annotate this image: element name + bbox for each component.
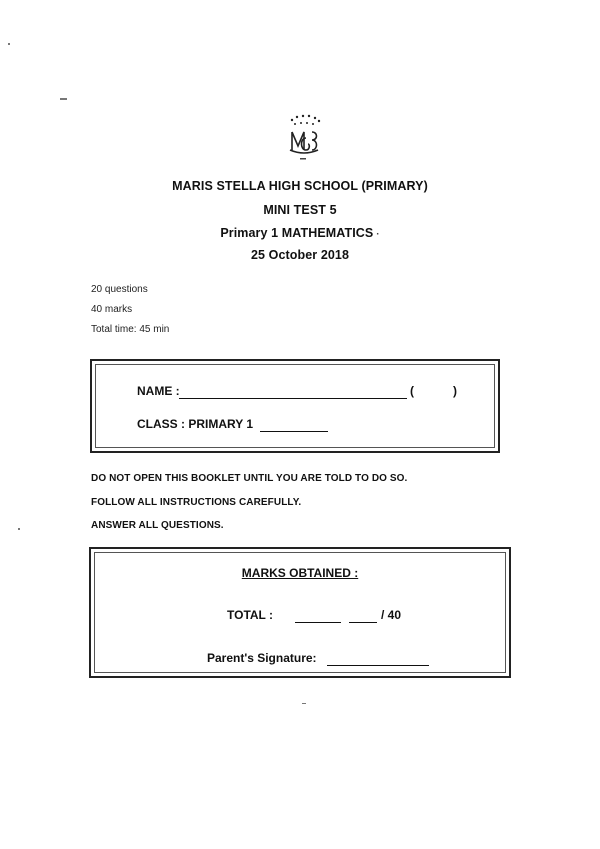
- name-field[interactable]: [179, 398, 407, 399]
- marks-obtained-title: MARKS OBTAINED :: [241, 566, 359, 580]
- student-details-inner-border: [95, 364, 495, 448]
- scan-speck: [8, 43, 10, 45]
- parent-signature-field[interactable]: [327, 665, 429, 666]
- scan-speck: [302, 703, 306, 704]
- stray-mark: ·: [373, 229, 380, 240]
- index-paren-close: ): [453, 384, 457, 398]
- instruction-line: DO NOT OPEN THIS BOOKLET UNTIL YOU ARE TOLD TO DO SO.: [91, 473, 408, 484]
- student-details-box: [90, 359, 500, 453]
- school-name: MARIS STELLA HIGH SCHOOL (PRIMARY): [172, 179, 428, 193]
- index-paren-open: (: [410, 384, 414, 398]
- school-crest-icon: [284, 112, 324, 162]
- name-label: NAME :: [137, 384, 180, 398]
- total-score-field[interactable]: [295, 622, 341, 623]
- class-label: CLASS : PRIMARY 1: [137, 417, 254, 431]
- total-label: TOTAL :: [227, 608, 273, 622]
- marks-obtained-box: [89, 547, 511, 678]
- subject-title: [0, 226, 600, 240]
- question-count: 20 questions: [91, 284, 148, 295]
- parent-signature-label: Parent's Signature:: [207, 651, 317, 665]
- total-score-field-2[interactable]: [349, 622, 377, 623]
- test-title: MINI TEST 5: [263, 203, 337, 217]
- test-date: 25 October 2018: [250, 248, 350, 262]
- total-max: / 40: [381, 608, 402, 622]
- total-marks: 40 marks: [91, 304, 133, 315]
- scan-speck: [60, 98, 67, 100]
- subject-text: Primary 1 MATHEMATICS: [220, 226, 374, 240]
- instruction-line: FOLLOW ALL INSTRUCTIONS CAREFULLY.: [91, 497, 302, 508]
- instruction-line: ANSWER ALL QUESTIONS.: [91, 520, 224, 531]
- class-field[interactable]: [260, 431, 328, 432]
- total-time: Total time: 45 min: [91, 324, 170, 335]
- scan-speck: [18, 528, 20, 530]
